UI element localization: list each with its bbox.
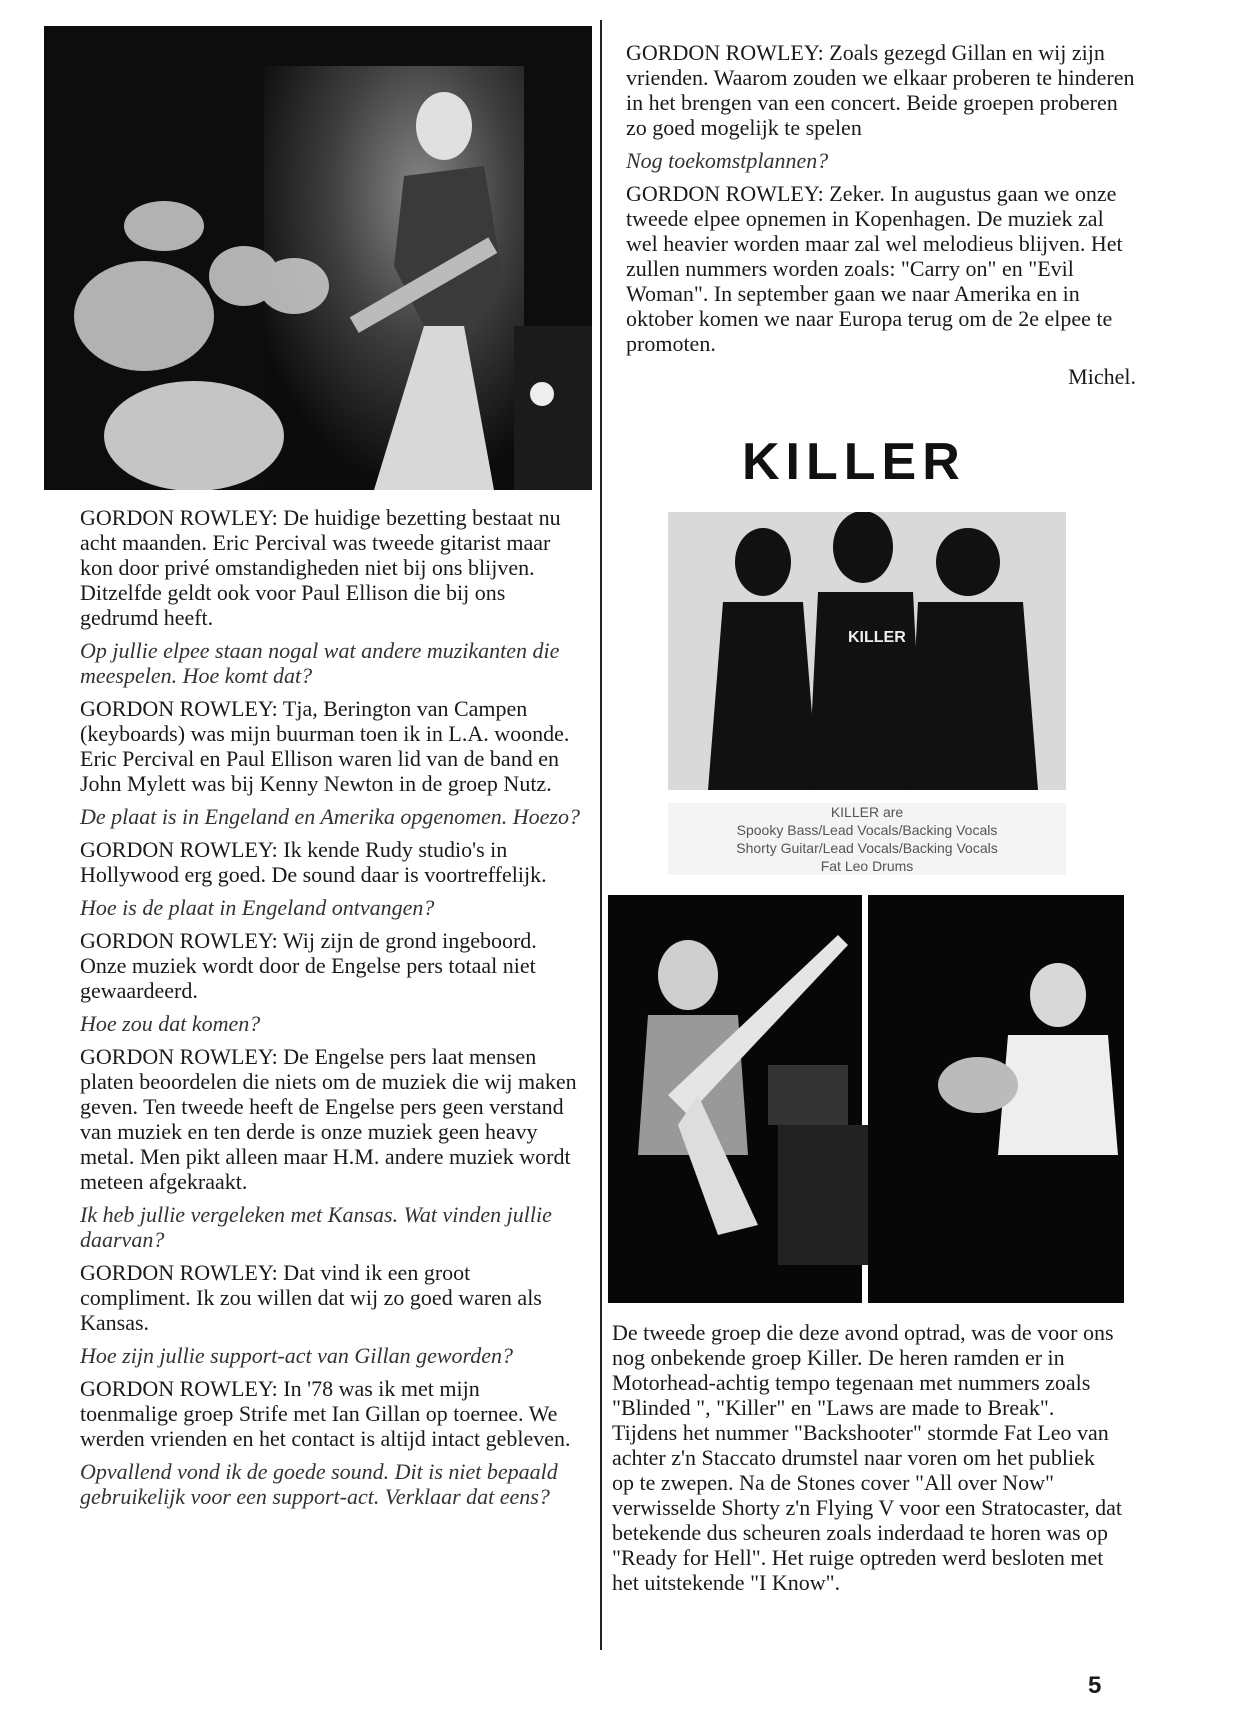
answer-paragraph: GORDON ROWLEY: De huidige bezetting bestaat nu acht maanden. Eric Percival was tweede gitarist maar kon door privé omstandigheden niet bij ons blijven. Ditzelfde geldt ook voor Paul Ellison die bij ons gedrumd heeft. — [80, 505, 561, 630]
concert-review-text — [612, 1320, 1122, 1603]
caption-line: Shorty Guitar/Lead Vocals/Backing Vocals — [736, 840, 998, 856]
band-caption — [668, 803, 1066, 875]
question-paragraph: Ik heb jullie vergeleken met Kansas. Wat vinden jullie daarvan? — [80, 1202, 552, 1252]
question-paragraph: Hoe zijn jullie support-act van Gillan geworden? — [80, 1343, 514, 1368]
killer-band-photo — [668, 512, 1066, 790]
shirt-logo: KILLER — [848, 629, 906, 646]
answer-paragraph: GORDON ROWLEY: Ik kende Rudy studio's in Hollywood erg goed. De sound daar is voortreffelijk. — [80, 837, 547, 887]
caption-line: Fat Leo Drums — [820, 858, 914, 874]
page-number: 5 — [1088, 1672, 1102, 1699]
author-signature: Michel. — [1068, 364, 1136, 389]
caption-heading: KILLER are — [830, 804, 904, 820]
review-paragraph: De tweede groep die deze avond optrad, was de voor ons nog onbekende groep Killer. De heren ramden er in Motorhead-achtig tempo tegenaan met nummers zoals "Blinded ", "Killer" en "Laws are made to Break". Tijdens het nummer "Backshooter" stormde Fat Leo van achter z'n Staccato drumstel naar voren om het publiek op te zwepen. Na de Stones cover "All over Now" verwisselde Shorty z'n Flying V voor een Stratocaster, dat betekende dus scheuren zoals inderdaad te horen was op "Ready for Hell". Het ruige optreden werd besloten met het uitstekende "I Know". — [612, 1320, 1123, 1595]
answer-paragraph: GORDON ROWLEY: In '78 was ik met mijn toenmalige groep Strife met Ian Gillan op toernee. We werden vrienden en het contact is altijd intact gebleven. — [80, 1376, 571, 1451]
concert-photo-art — [44, 26, 592, 490]
question-paragraph: De plaat is in Engeland en Amerika opgenomen. Hoezo? — [80, 804, 581, 829]
answer-paragraph: GORDON ROWLEY: Zoals gezegd Gillan en wij zijn vrienden. Waarom zouden we elkaar proberen te hinderen in het brengen van een concert. Beide groepen proberen zo goed mogelijk te spelen — [626, 40, 1135, 140]
answer-paragraph: GORDON ROWLEY: De Engelse pers laat mensen platen beoordelen die niets om de muziek die wij maken geven. Ten tweede heeft de Engelse pers geen verstand van muziek en ten derde is onze muziek geen heavy metal. Men pikt alleen maar H.M. andere muziek wordt meteen afgekraakt. — [80, 1044, 577, 1194]
column-divider — [600, 20, 602, 1650]
answer-paragraph: GORDON ROWLEY: Wij zijn de grond ingeboord. Onze muziek wordt door de Engelse pers totaal niet gewaardeerd. — [80, 928, 537, 1003]
question-paragraph: Hoe is de plaat in Engeland ontvangen? — [80, 895, 435, 920]
question-paragraph: Hoe zou dat komen? — [80, 1011, 261, 1036]
concert-photo-gordon-rowley — [44, 26, 592, 490]
question-paragraph: Opvallend vond ik de goede sound. Dit is niet bepaald gebruikelijk voor een support-act. Verklaar dat eens? — [80, 1459, 558, 1509]
live-photo-art — [608, 895, 1124, 1303]
answer-paragraph: GORDON ROWLEY: Dat vind ik een groot compliment. Ik zou willen dat wij zo goed waren als Kansas. — [80, 1260, 542, 1335]
section-title: KILLER — [742, 433, 966, 491]
killer-live-photo — [608, 895, 1124, 1303]
left-column-interview — [80, 505, 580, 1517]
question-paragraph: Nog toekomstplannen? — [626, 148, 829, 173]
caption-line: Spooky Bass/Lead Vocals/Backing Vocals — [736, 822, 998, 838]
answer-paragraph: GORDON ROWLEY: Tja, Berington van Campen (keyboards) was mijn buurman toen ik in L.A. woonde. Eric Percival en Paul Ellison waren lid van de band en John Mylett was bij Kenny Newton in de groep Nutz. — [80, 696, 570, 796]
right-column-interview — [626, 40, 1136, 397]
answer-paragraph: GORDON ROWLEY: Zeker. In augustus gaan we onze tweede elpee opnemen in Kopenhagen. De muziek zal wel heavier worden maar zal wel melodieus blijven. Het zullen nummers worden zoals: "Carry on" en "Evil Woman". In september gaan we naar Amerika en in oktober komen we naar Europa terug om de 2e elpee te promoten. — [626, 181, 1123, 356]
question-paragraph: Op jullie elpee staan nogal wat andere muzikanten die meespelen. Hoe komt dat? — [80, 638, 560, 688]
band-photo-art — [668, 512, 1066, 790]
